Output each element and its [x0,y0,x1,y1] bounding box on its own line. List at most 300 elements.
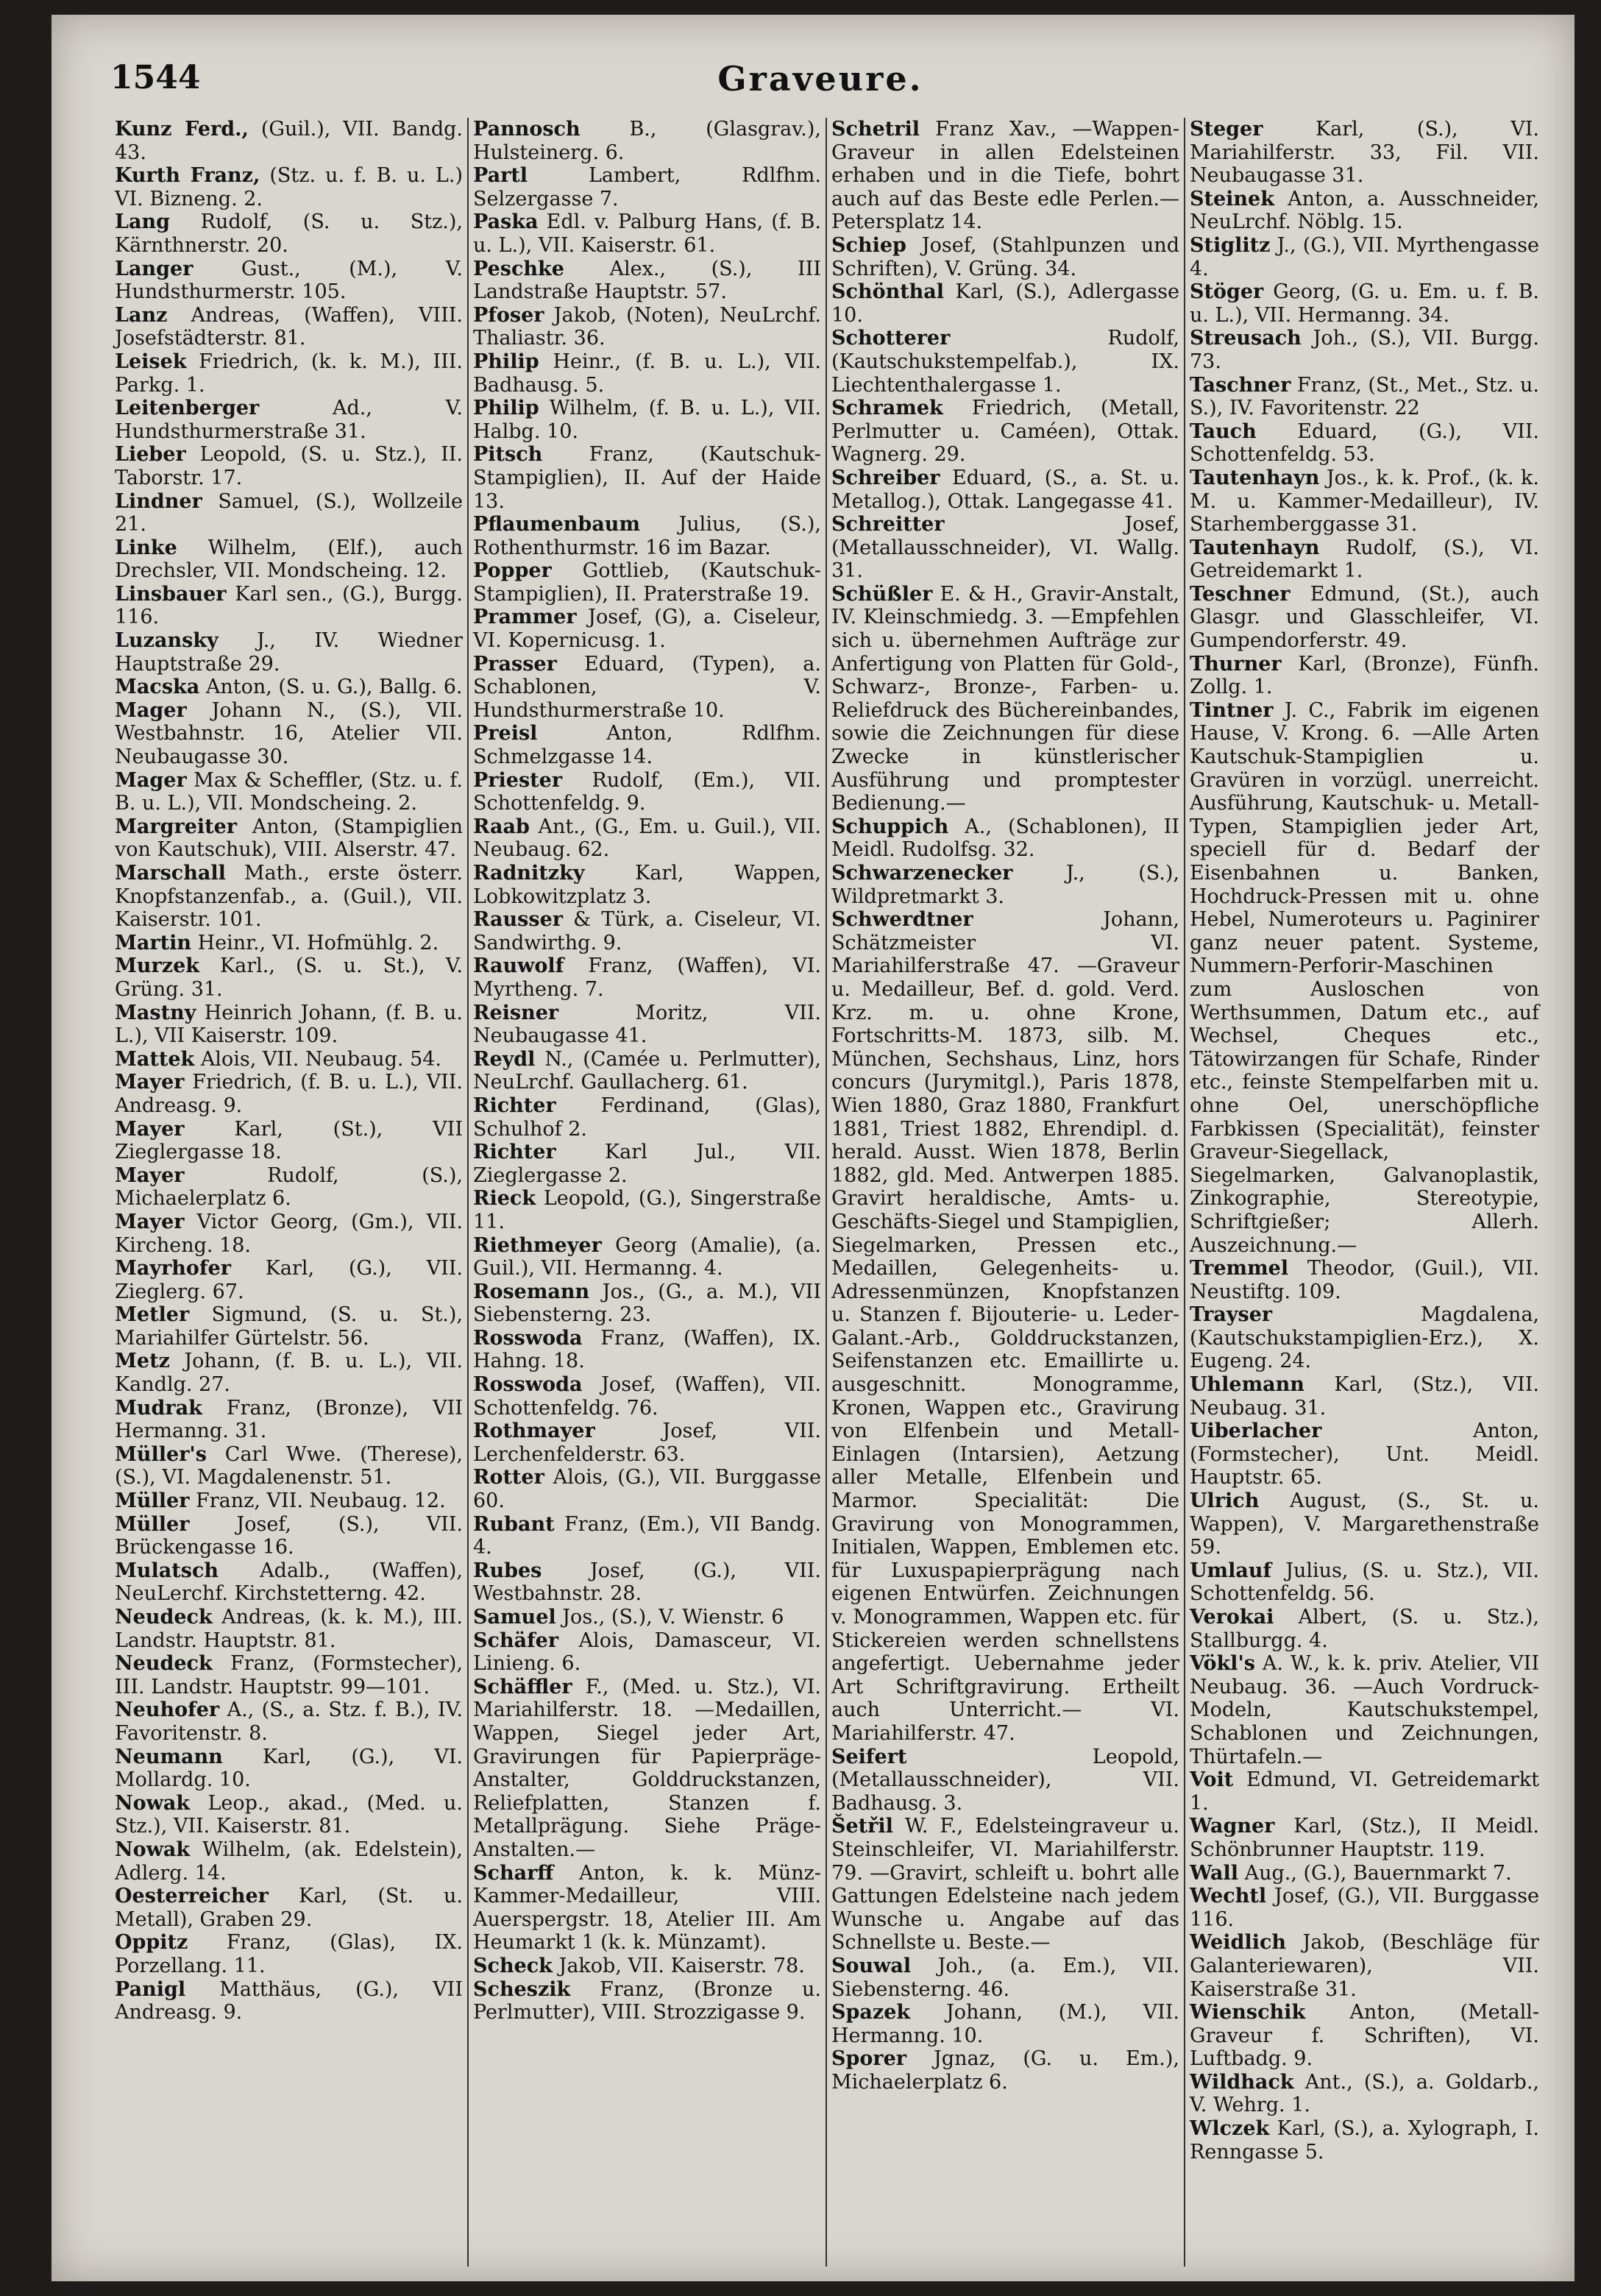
entry-details: Leopold, (S. u. Stz.), II. Taborstr. 17. [115,443,463,489]
entry-name: Scheck [473,1954,553,1977]
entry-details: Samuel, (S.), Wollzeile 21. [115,489,463,536]
entry-details: A., (S., a. Stz. f. B.), IV. Favoritenstr. 8. [115,1698,463,1745]
entry-details: Friedrich, (f. B. u. L.), VII. Andreasg. 9. [115,1071,463,1117]
directory-entry [473,1559,821,1606]
entry-details: Ant., (G., Em. u. Guil.), VII. Neubaug. 62. [473,815,821,862]
entry-name: Partl [473,164,528,188]
directory-entry [473,397,821,443]
entry-name: Verokai [1190,1606,1274,1629]
entry-details: Edmund, (St.), auch Glasgr. und Glasschleifer, VI. Gumpendorferstr. 49. [1190,582,1539,653]
directory-entry [831,234,1179,280]
directory-entry [831,1955,1179,2001]
entry-name: Pannosch [473,118,581,141]
entry-details: Anton, k. k. Münz-Kammer-Medailleur, VIII. Auerspergstr. 18, Atelier III. Am Heumarkt 1 (k. k. Münzamt). [473,1861,821,1955]
entry-name: Schuppich [831,815,949,838]
entry-details: Edmund, VI. Getreidemarkt 1. [1190,1768,1539,1815]
entry-details: (Guil.), VII. Bandg. 43. [115,118,463,164]
entry-details: Karl sen., (G.), Burgg. 116. [115,582,463,629]
entry-details: Karl., (S. u. St.), V. Grüng. 31. [115,954,463,1001]
directory-entry [115,536,463,583]
entry-details: Jos., (S.), V. Wienstr. 6 [562,1606,784,1629]
entry-name: Schetril [831,118,920,141]
entry-details: Karl Jul., VII. Zieglergasse 2. [473,1141,821,1187]
entry-details: Wilhelm, (Elf.), auch Drechsler, VII. Mondscheing. 12. [115,536,463,583]
entry-name: Raab [473,815,530,838]
entry-details: Karl, (Stz.), VII. Neubaug. 31. [1190,1373,1539,1420]
entry-details: Franz Xav., —Wappen-Graveur in allen Edelsteinen erhaben und in die Tiefe, bohrt auch auf das Beste edle Perlen.— Petersplatz 14. [831,118,1179,234]
entry-details: Rudolf, (S.), VI. Getreidemarkt 1. [1190,536,1539,583]
directory-entry [115,1164,463,1211]
directory-entry [1190,234,1539,280]
entry-name: Rosswoda [473,1373,583,1397]
directory-entry [115,1211,463,1257]
entry-name: Wechtl [1190,1885,1267,1908]
entry-details: Carl Wwe. (Therese), (S.), VI. Magdalenenstr. 51. [115,1442,463,1489]
entry-details: August, (S., St. u. Wappen), V. Margarethenstraße 59. [1190,1489,1539,1559]
entry-details: Julius, (S.), Rothenthurmstr. 16 im Bazar. [473,513,821,559]
entry-name: Rosemann [473,1280,590,1303]
entry-details: Johann, (M.), VII. Hermanng. 10. [831,2001,1179,2047]
directory-entry [1190,1815,1539,1861]
directory-entry [115,1885,463,1931]
entry-name: Reydl [473,1047,536,1071]
entry-details: Magdalena, (Kautschukstampiglien-Erz.), X. Eugeng. 24. [1190,1303,1539,1373]
directory-entry [115,1513,463,1559]
directory-entry [115,1443,463,1489]
entry-name: Wildhack [1190,2070,1294,2094]
entry-details: Franz, (Bronze u. Perlmutter), VIII. Strozzigasse 9. [473,1977,821,2024]
entry-name: Reisner [473,1001,559,1024]
entry-name: Richter [473,1141,556,1164]
entry-details: J., IV. Wiedner Hauptstraße 29. [115,629,463,676]
entry-details: & Türk, a. Ciseleur, VI. Sandwirthg. 9. [473,908,821,954]
entry-details: Karl, (S.), VI. Mariahilferstr. 33, Fil. VII. Neubaugasse 31. [1190,118,1539,188]
directory-entry [115,1559,463,1606]
entry-name: Spazek [831,2001,911,2024]
entry-details: Josef, VII. Lerchenfelderstr. 63. [473,1420,821,1466]
entry-name: Mastny [115,1001,196,1024]
entry-name: Lindner [115,489,202,513]
directory-entry [473,606,821,652]
directory-entry [473,862,821,908]
directory-entry [115,1792,463,1838]
entry-name: Seifert [831,1745,907,1768]
entry-details: B., (Glasgrav.), Hulsteinerg. 6. [473,118,821,164]
entry-details: Alex., (S.), III Landstraße Hauptstr. 57. [473,257,821,304]
entry-name: Thurner [1190,652,1282,676]
directory-entry [115,932,463,955]
entry-details: Lambert, Rdlfhm. Selzergasse 7. [473,164,821,210]
entry-details: Josef, (G.), VII. Burggasse 116. [1190,1885,1539,1931]
entry-name: Vökl's [1190,1652,1255,1676]
entry-name: Macska [115,676,200,699]
directory-entry [831,908,1179,1745]
entry-details: Karl, (G.), VI. Mollardg. 10. [115,1745,463,1792]
directory-entry [1190,2117,1539,2164]
entry-details: E. & H., Gravir-Anstalt, IV. Kleinschmiedg. 3. —Empfehlen sich u. übernehmen Aufträge zur Anfertigung von Platten für Gold-, Schwarz-, Bronze-, Farben- u. Reliefdruck des Büchereinbandes, sowie die Zeichnungen für diese Zwecke in künstlerischer Ausführung und promptester Bedienung.— [831,582,1179,815]
entry-name: Martin [115,931,191,954]
entry-name: Marschall [115,862,226,885]
entry-name: Kurth Franz, [115,164,260,188]
directory-entry [473,164,821,210]
entry-details: Franz, (Bronze), VII Hermanng. 31. [115,1396,463,1443]
entry-name: Schiep [831,233,906,257]
directory-entry [115,769,463,815]
entry-details: Anton, (Stampiglien von Kautschuk), VIII. Alserstr. 47. [115,815,463,862]
directory-entry [473,908,821,954]
entry-name: Stiglitz [1190,233,1271,257]
entry-details: Joh., (S.), VII. Burgg. 73. [1190,327,1539,373]
directory-entry [473,258,821,304]
directory-entry [1190,1862,1539,1885]
entry-details: Karl, (G.), VII. Zieglerg. 67. [115,1257,463,1303]
columns-container [110,118,1545,2267]
entry-name: Rubes [473,1559,542,1582]
directory-entry [473,304,821,350]
entry-name: Rauwolf [473,954,564,978]
entry-name: Schwerdtner [831,908,973,932]
entry-details: Max & Scheffler, (Stz. u. f. B. u. L.), VII. Mondscheing. 2. [115,768,463,815]
directory-entry [1190,536,1539,583]
entry-name: Streusach [1190,327,1302,350]
entry-details: Franz, (St., Met., Stz. u. S.), IV. Favoritenstr. 22 [1190,373,1539,420]
entry-details: A. W., k. k. priv. Atelier, VII Neubaug. 36. —Auch Vordruck-Modeln, Kautschukstempel, Schablonen und Zeichnungen, Thürtafeln.— [1190,1652,1539,1768]
directory-entry [831,1746,1179,1815]
directory-entry [1190,118,1539,188]
entry-name: Rausser [473,908,563,932]
entry-details: Math., erste österr. Knopfstanzenfab., a. (Guil.), VII. Kaiserstr. 101. [115,862,463,932]
directory-entry [115,1303,463,1350]
entry-name: Philip [473,397,539,420]
entry-details: Alois, VII. Neubaug. 54. [200,1047,442,1071]
entry-name: Metler [115,1303,190,1327]
directory-entry [473,1513,821,1559]
directory-entry [473,1955,821,1978]
entry-name: Rotter [473,1466,544,1489]
entry-name: Oesterreicher [115,1885,269,1908]
entry-details: Joh., (a. Em.), VII. Siebensterng. 46. [831,1954,1179,2001]
entry-name: Samuel [473,1606,556,1629]
entry-details: Matthäus, (G.), VII Andreasg. 9. [115,1977,463,2024]
entry-name: Mudrak [115,1396,202,1420]
entry-name: Taschner [1190,373,1291,397]
entry-name: Weidlich [1190,1931,1287,1955]
entry-details: Wilhelm, (f. B. u. L.), VII. Halbg. 10. [473,397,821,443]
directory-entry [1190,188,1539,234]
entry-name: Schotterer [831,327,951,350]
entry-details: Jakob, VII. Kaiserstr. 78. [558,1954,805,1977]
entry-details: Franz, (Glas), IX. Porzellang. 11. [115,1931,463,1977]
entry-details: Julius, (S. u. Stz.), VII. Schottenfeldg. 56. [1190,1559,1539,1606]
entry-name: Lang [115,210,170,234]
entry-details: Heinr., (f. B. u. L.), VII. Badhausg. 5. [473,350,821,397]
entry-details: Karl, (S.), Adlergasse 10. [831,280,1179,327]
directory-entry [473,1862,821,1955]
entry-details: Georg (Amalie), (a. Guil.), VII. Hermanng. 4. [473,1233,821,1280]
entry-name: Wienschik [1190,2001,1306,2024]
entry-name: Priester [473,768,563,792]
entry-name: Tautenhayn [1190,466,1320,489]
entry-name: Scharff [473,1861,554,1885]
entry-name: Steger [1190,118,1263,141]
entry-name: Leitenberger [115,397,260,420]
entry-name: Müller [115,1489,190,1513]
entry-name: Mager [115,698,187,722]
directory-entry [1190,2071,1539,2117]
entry-details: Karl, (St. u. Metall), Graben 29. [115,1885,463,1931]
entry-name: Neuhofer [115,1698,220,1722]
directory-entry [473,513,821,559]
directory-entry [831,815,1179,862]
entry-details: Moritz, VII. Neubaugasse 41. [473,1001,821,1048]
entry-name: Nowak [115,1838,191,1861]
entry-details: Leopold, (G.), Singerstraße 11. [473,1187,821,1233]
entry-name: Mayer [115,1071,185,1094]
entry-details: J., (S.), Wildpretmarkt 3. [831,862,1179,908]
entry-details: Eduard, (G.), VII. Schottenfeldg. 53. [1190,419,1539,467]
directory-entry [115,258,463,304]
directory-entry [473,1676,821,1862]
directory-entry [115,118,463,164]
entry-name: Uhlemann [1190,1373,1304,1397]
entry-name: Paska [473,210,539,234]
directory-entry [473,954,821,1001]
entry-details: Josef, (Metallausschneider), VI. Wallg. 31. [831,513,1179,583]
entry-details: Alois, Damasceur, VI. Linieng. 6. [473,1629,821,1676]
entry-details: Leopold, (Metallausschneider), VII. Badhausg. 3. [831,1745,1179,1815]
directory-entry [831,2001,1179,2047]
entry-details: Andreas, (k. k. M.), III. Landstr. Hauptstr. 81. [115,1606,463,1652]
entry-name: Prammer [473,606,577,629]
directory-entry [1190,420,1539,467]
directory-entry [115,954,463,1001]
directory-entry [115,490,463,536]
directory-entry [115,164,463,210]
directory-entry [1190,1652,1539,1768]
entry-name: Mayer [115,1117,185,1141]
entry-name: Metz [115,1350,170,1373]
entry-details: Heinrich Johann, (f. B. u. L.), VII Kaiserstr. 109. [115,1001,463,1048]
entry-details: Rudolf, (Em.), VII. Schottenfeldg. 9. [473,768,821,815]
directory-entry [115,862,463,932]
entry-name: Uiberlacher [1190,1420,1322,1443]
entry-details: Karl, (S.), a. Xylograph, I. Renngasse 5. [1190,2117,1539,2164]
page-title: Graveure. [717,59,923,99]
entry-name: Wlczek [1190,2117,1270,2141]
entry-name: Riethmeyer [473,1233,602,1257]
entry-details: Rudolf, (S.), Michaelerplatz 6. [115,1163,463,1211]
directory-entry [473,1280,821,1327]
entry-name: Pflaumenbaum [473,513,641,536]
directory-entry [831,862,1179,908]
directory-entry [473,1187,821,1233]
entry-name: Müller [115,1512,190,1536]
entry-name: Mayer [115,1210,185,1233]
entry-name: Rieck [473,1187,536,1211]
entry-details: Karl, Wappen, Lobkowitzplatz 3. [473,862,821,908]
directory-entry [115,629,463,676]
entry-name: Schönthal [831,280,945,304]
directory-entry [115,1397,463,1443]
directory-entry [115,1489,463,1513]
directory-entry [473,443,821,513]
directory-entry [115,1071,463,1117]
directory-entry [115,1257,463,1303]
entry-name: Schäffler [473,1675,572,1698]
directory-entry [831,327,1179,397]
directory-entry [473,350,821,397]
directory-entry [115,583,463,629]
entry-name: Linke [115,536,177,559]
directory-entry [831,467,1179,513]
directory-entry [1190,467,1539,536]
directory-entry [115,676,463,699]
entry-name: Preisl [473,722,538,745]
directory-entry [115,1350,463,1396]
entry-details: Albert, (S. u. Stz.), Stallburgg. 4. [1190,1606,1539,1652]
entry-details: Edl. v. Palburg Hans, (f. B. u. L.), VII. Kaiserstr. 61. [473,210,821,257]
entry-name: Ulrich [1190,1489,1260,1513]
entry-name: Neumann [115,1745,223,1768]
entry-name: Tremmel [1190,1257,1289,1280]
entry-name: Schramek [831,397,943,420]
page-header [110,59,1530,118]
entry-details: Rudolf, (S. u. Stz.), Kärnthnerstr. 20. [115,210,463,257]
directory-entry [473,815,821,862]
entry-name: Tauch [1190,419,1257,443]
directory-entry [473,722,821,768]
directory-entry [473,1466,821,1512]
entry-name: Mager [115,768,187,792]
entry-details: Josef, (S.), VII. Brückengasse 16. [115,1512,463,1559]
entry-details: Ferdinand, (Glas), Schulhof 2. [473,1094,821,1141]
entry-details: Ad., V. Hundsthurmerstraße 31. [115,397,463,443]
directory-entry [473,1141,821,1187]
entry-name: Müller's [115,1442,207,1466]
directory-entry [115,1931,463,1977]
directory-entry [115,1746,463,1792]
directory-entry [1190,1931,1539,2001]
entry-details: N., (Camée u. Perlmutter), NeuLrchf. Gaullacherg. 61. [473,1047,821,1094]
entry-details: Johann, Schätzmeister VI. Mariahilferstraße 47. —Graveur u. Medailleur, Bef. d. gold. Verd. Krz. m. u. ohne Krone, Fortschritts-M. 1873, silb. M. München, Sechshaus, Linz, hors concurs (Jurymitgl.), Paris 1878, Wien 1880, Graz 1880, Frankfurt 1881, Triest 1882, Ehrendipl. d. herald. Ausst. Wien 1878, Berlin 1882, gld. Med. Antwerpen 1885. Gravirt heraldische, Amts- u. Geschäfts-Siegel und Stampiglien, Siegelmarken, Pressen etc., Medaillen, Gelegenheits- u. Adressenmünzen, Knopfstanzen u. Stanzen f. Bijouterie- u. Leder-Galant.-Arb., Golddruckstanzen, Seifenstanzen etc. Emaillirte u. ausgeschnitt. Monogramme, Kronen, Wappen etc., Gravirung von Elfenbein und Metall-Einlagen (Intarsien), Aetzung aller Metalle, Elfenbein und Marmor. Specialität: Die Gravirung von Monogrammen, Initialen, Wappen, Emblemen etc. für Luxuspapierprägung nach eigenen Entwürfen. Zeichnungen v. Monogrammen, Wappen etc. für Stickereien werden schnellstens angefertigt. Uebernahme jeder Art Schriftgravirung. Ertheilt auch Unterricht.— VI. Mariahilferstr. 47. [831,908,1179,1745]
entry-details: Josef, (Stahlpunzen und Schriften), V. Grüng. 34. [831,233,1179,280]
directory-entry [115,1698,463,1745]
entry-name: Voit [1190,1768,1234,1792]
directory-entry [115,699,463,769]
entry-name: Souwal [831,1954,912,1977]
entry-name: Pfoser [473,303,544,327]
directory-entry [115,1048,463,1071]
entry-name: Sporer [831,2047,907,2071]
entry-details: Aug., (G.), Bauernmarkt 7. [1244,1861,1512,1885]
entry-name: Lanz [115,303,168,327]
directory-entry [115,443,463,489]
entry-details: Jakob, (Beschläge für Galanteriewaren), VII. Kaiserstraße 31. [1190,1931,1539,2001]
directory-entry [1190,1373,1539,1420]
directory-entry [115,1606,463,1652]
directory-entry [473,1234,821,1280]
entry-name: Tautenhayn [1190,536,1320,559]
entry-name: Umlauf [1190,1559,1272,1582]
entry-details: Sigmund, (S. u. St.), Mariahilfer Gürtelstr. 56. [115,1303,463,1350]
entry-name: Murzek [115,954,199,978]
entry-name: Peschke [473,257,564,280]
directory-entry [115,1118,463,1164]
entry-name: Mayrhofer [115,1257,231,1280]
directory-entry [831,1815,1179,1955]
entry-details: Andreas, (Waffen), VIII. Josefstädterstr. 81. [115,303,463,350]
directory-entry [115,350,463,397]
entry-name: Luzansky [115,629,219,653]
directory-entry [115,304,463,350]
entry-name: Leisek [115,350,187,373]
entry-details: Karl, (St.), VII Zieglergasse 18. [115,1117,463,1164]
entry-details: A., (Schablonen), II Meidl. Rudolfsg. 32. [831,815,1179,862]
directory-entry [473,559,821,606]
directory-entry [473,1629,821,1676]
entry-details: Friedrich, (Metall, Perlmutter u. Caméen), Ottak. Wagnerg. 29. [831,397,1179,467]
entry-name: Šetřil [831,1815,893,1838]
directory-entry [1190,327,1539,373]
directory-entry [1190,280,1539,327]
entry-name: Pitsch [473,443,543,467]
entry-details: Josef, (G.), VII. Westbahnstr. 28. [473,1559,821,1606]
directory-entry [1190,1768,1539,1815]
entry-details: Franz, (Waffen), IX. Hahng. 18. [473,1326,821,1373]
entry-details: Karl, (Bronze), Fünfh. Zollg. 1. [1190,652,1539,699]
directory-entry [115,1978,463,2024]
directory-entry [473,1002,821,1048]
entry-details: Jos., (G., a. M.), VII Siebensterng. 23. [473,1280,821,1327]
entry-details: Franz, (Em.), VII Bandg. 4. [473,1512,821,1559]
column-2 [469,118,827,2267]
entry-details: F., (Med. u. Stz.), VI. Mariahilferstr. 18. —Medaillen, Wappen, Siegel jeder Art, Gravirungen für Papierpräge-Anstalter, Golddruckstanzen, Reliefplatten, Stanzen f. Metallprägung. Siehe Präge-Anstalten.— [473,1675,821,1861]
entry-name: Philip [473,350,539,373]
directory-entry [1190,1559,1539,1606]
entry-details: Anton, (S. u. G.), Ballg. 6. [205,676,463,699]
directory-entry [831,583,1179,815]
entry-name: Nowak [115,1791,191,1815]
directory-entry [1190,653,1539,699]
column-1 [110,118,469,2267]
directory-entry [1190,699,1539,1257]
entry-name: Wagner [1190,1815,1275,1838]
entry-details: J., (G.), VII. Myrthengasse 4. [1190,233,1539,280]
entry-name: Kunz Ferd., [115,118,249,141]
directory-entry [473,1094,821,1141]
directory-entry [1190,2001,1539,2071]
entry-details: Karl, (Stz.), II Meidl. Schönbrunner Hauptstr. 119. [1190,1815,1539,1861]
entry-name: Schreiber [831,466,940,489]
directory-entry [831,513,1179,583]
entry-details: Victor Georg, (Gm.), VII. Kircheng. 18. [115,1210,463,1257]
directory-entry [1190,374,1539,420]
directory-entry [473,769,821,815]
entry-details: Gust., (M.), V. Hundsthurmerstr. 105. [115,257,463,304]
entry-details: Franz, (Kautschuk-Stampiglien), II. Auf der Haide 13. [473,443,821,513]
directory-entry [473,118,821,164]
entry-details: (Stz. u. f. B. u. L.) VI. Bizneng. 2. [115,164,463,210]
entry-name: Mulatsch [115,1559,219,1582]
directory-entry [1190,1420,1539,1489]
entry-details: Rudolf, (Kautschukstempelfab.), IX. Liechtenthalergasse 1. [831,327,1179,397]
directory-entry [831,118,1179,234]
page-number: 1544 [110,59,201,96]
entry-name: Oppitz [115,1931,188,1955]
entry-details: Jgnaz, (G. u. Em.), Michaelerplatz 6. [831,2047,1179,2094]
entry-details: J. C., Fabrik im eigenen Hause, V. Krong. 6. —Alle Arten Kautschuk-Stampiglien u. Gravüren in vorzügl. unerreicht. Ausführung, Kautschuk- u. Metall-Typen, Stampiglien jeder Art, speciell für d. Bedarf der Eisenbahnen u. Banken, Hochdruck-Pressen mit u. ohne Hebel, Numeroteurs u. Paginirer ganz neuer patent. Systeme, Nummern-Perforir-Maschinen zum Ausloschen von Werthsummen, Datum etc., auf Wechsel, Cheques etc., Tätowirzangen für Schafe, Rinder etc., feinste Stempelfarben mit u. ohne Oel, unerschöpfliche Farbkissen (Specialität), feinster Graveur-Siegellack, Siegelmarken, Galvanoplastik, Zinkographie, Stereotypie, Schriftgießer; Allerh. Auszeichnung.— [1190,698,1539,1257]
entry-name: Popper [473,559,552,583]
